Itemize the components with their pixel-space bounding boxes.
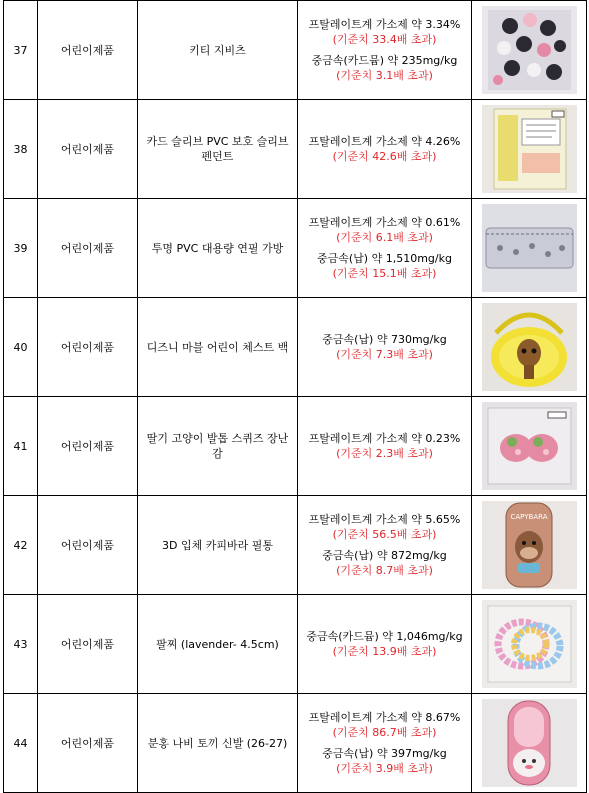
product-name: 3D 입체 카피바라 필통 [162,538,273,552]
hazard-label: 프탈레이트계 가소제 약 3.34% [308,18,461,31]
hazard-label: 프탈레이트계 가소제 약 5.65% [308,513,461,526]
table-row [4,595,587,694]
hazard-cell [298,397,472,496]
svg-text:CAPYBARA: CAPYBARA [510,513,547,521]
hazard-note: (기준치 33.4배 초과) [332,33,437,46]
hazard-label: 중금속(납) 약 1,510mg/kg [317,252,452,265]
hazard-label: 프탈레이트계 가소제 약 8.67% [308,711,461,724]
hazard-label: 중금속(납) 약 397mg/kg [322,747,447,760]
hazard-note: (기준치 42.6배 초과) [332,150,437,163]
row-category: 어린이제품 [38,199,138,298]
rabbit-slipper-photo [482,699,577,787]
row-category: 어린이제품 [38,595,138,694]
row-category: 어린이제품 [38,694,138,793]
product-name: 키티 지비츠 [189,43,246,57]
hazard-note: (기준치 8.7배 초과) [336,564,433,577]
hazard-note: (기준치 15.1배 초과) [332,267,437,280]
row-number: 41 [4,397,38,496]
product-name: 딸기 고양이 발톱 스퀴즈 장난감 [146,432,289,460]
hazard-cell [298,694,472,793]
hazard-label: 프탈레이트계 가소제 약 0.23% [308,432,461,445]
hazard-cell [298,199,472,298]
row-category: 어린이제품 [38,397,138,496]
bracelet-photo [482,600,577,688]
hazard-note: (기준치 6.1배 초과) [336,231,433,244]
hazard-note: (기준치 56.5배 초과) [332,528,437,541]
hazard-cell [298,298,472,397]
hazard-note: (기준치 3.9배 초과) [336,762,433,775]
hazard-label: 중금속(납) 약 872mg/kg [322,549,447,562]
table-row [4,1,587,100]
pencil-case-photo [482,204,577,292]
row-number: 37 [4,1,38,100]
hazard-table [3,0,587,793]
hazard-label: 프탈레이트계 가소제 약 4.26% [308,135,461,148]
hazard-note: (기준치 3.1배 초과) [336,69,433,82]
squeeze-toy-photo [482,402,577,490]
hazard-label: 중금속(카드뮴) 약 235mg/kg [311,54,458,67]
row-number: 39 [4,199,38,298]
row-number: 40 [4,298,38,397]
row-category: 어린이제품 [38,1,138,100]
capybara-case-photo [482,501,577,589]
row-number: 42 [4,496,38,595]
product-name: 카드 슬리브 PVC 보호 슬리브 펜던트 [146,135,289,163]
table-row [4,496,587,595]
product-name: 디즈니 마블 어린이 체스트 백 [146,340,289,354]
product-name: 팔찌 (lavender- 4.5cm) [156,637,279,651]
hazard-label: 중금속(카드뮴) 약 1,046mg/kg [306,630,463,643]
table-row [4,100,587,199]
product-name: 분홍 나비 토끼 신발 (26-27) [147,736,288,750]
table-row [4,397,587,496]
hazard-note: (기준치 13.9배 초과) [332,645,437,658]
hazard-note: (기준치 2.3배 초과) [336,447,433,460]
row-category: 어린이제품 [38,100,138,199]
hazard-cell [298,100,472,199]
hazard-cell [298,496,472,595]
product-name: 투명 PVC 대용량 연필 가방 [151,241,284,255]
hazard-label: 프탈레이트계 가소제 약 0.61% [308,216,461,229]
hazard-cell [298,595,472,694]
hazard-note: (기준치 86.7배 초과) [332,726,437,739]
card-sleeve-photo [482,105,577,193]
row-number: 38 [4,100,38,199]
hazard-note: (기준치 7.3배 초과) [336,348,433,361]
table-row [4,694,587,793]
row-number: 44 [4,694,38,793]
table-row [4,199,587,298]
hazard-label: 중금속(납) 약 730mg/kg [322,333,447,346]
groot-bag-photo [482,303,577,391]
row-category: 어린이제품 [38,298,138,397]
hazard-cell [298,1,472,100]
table-row [4,298,587,397]
row-category: 어린이제품 [38,496,138,595]
kitty-charms-photo [482,6,577,94]
row-number: 43 [4,595,38,694]
